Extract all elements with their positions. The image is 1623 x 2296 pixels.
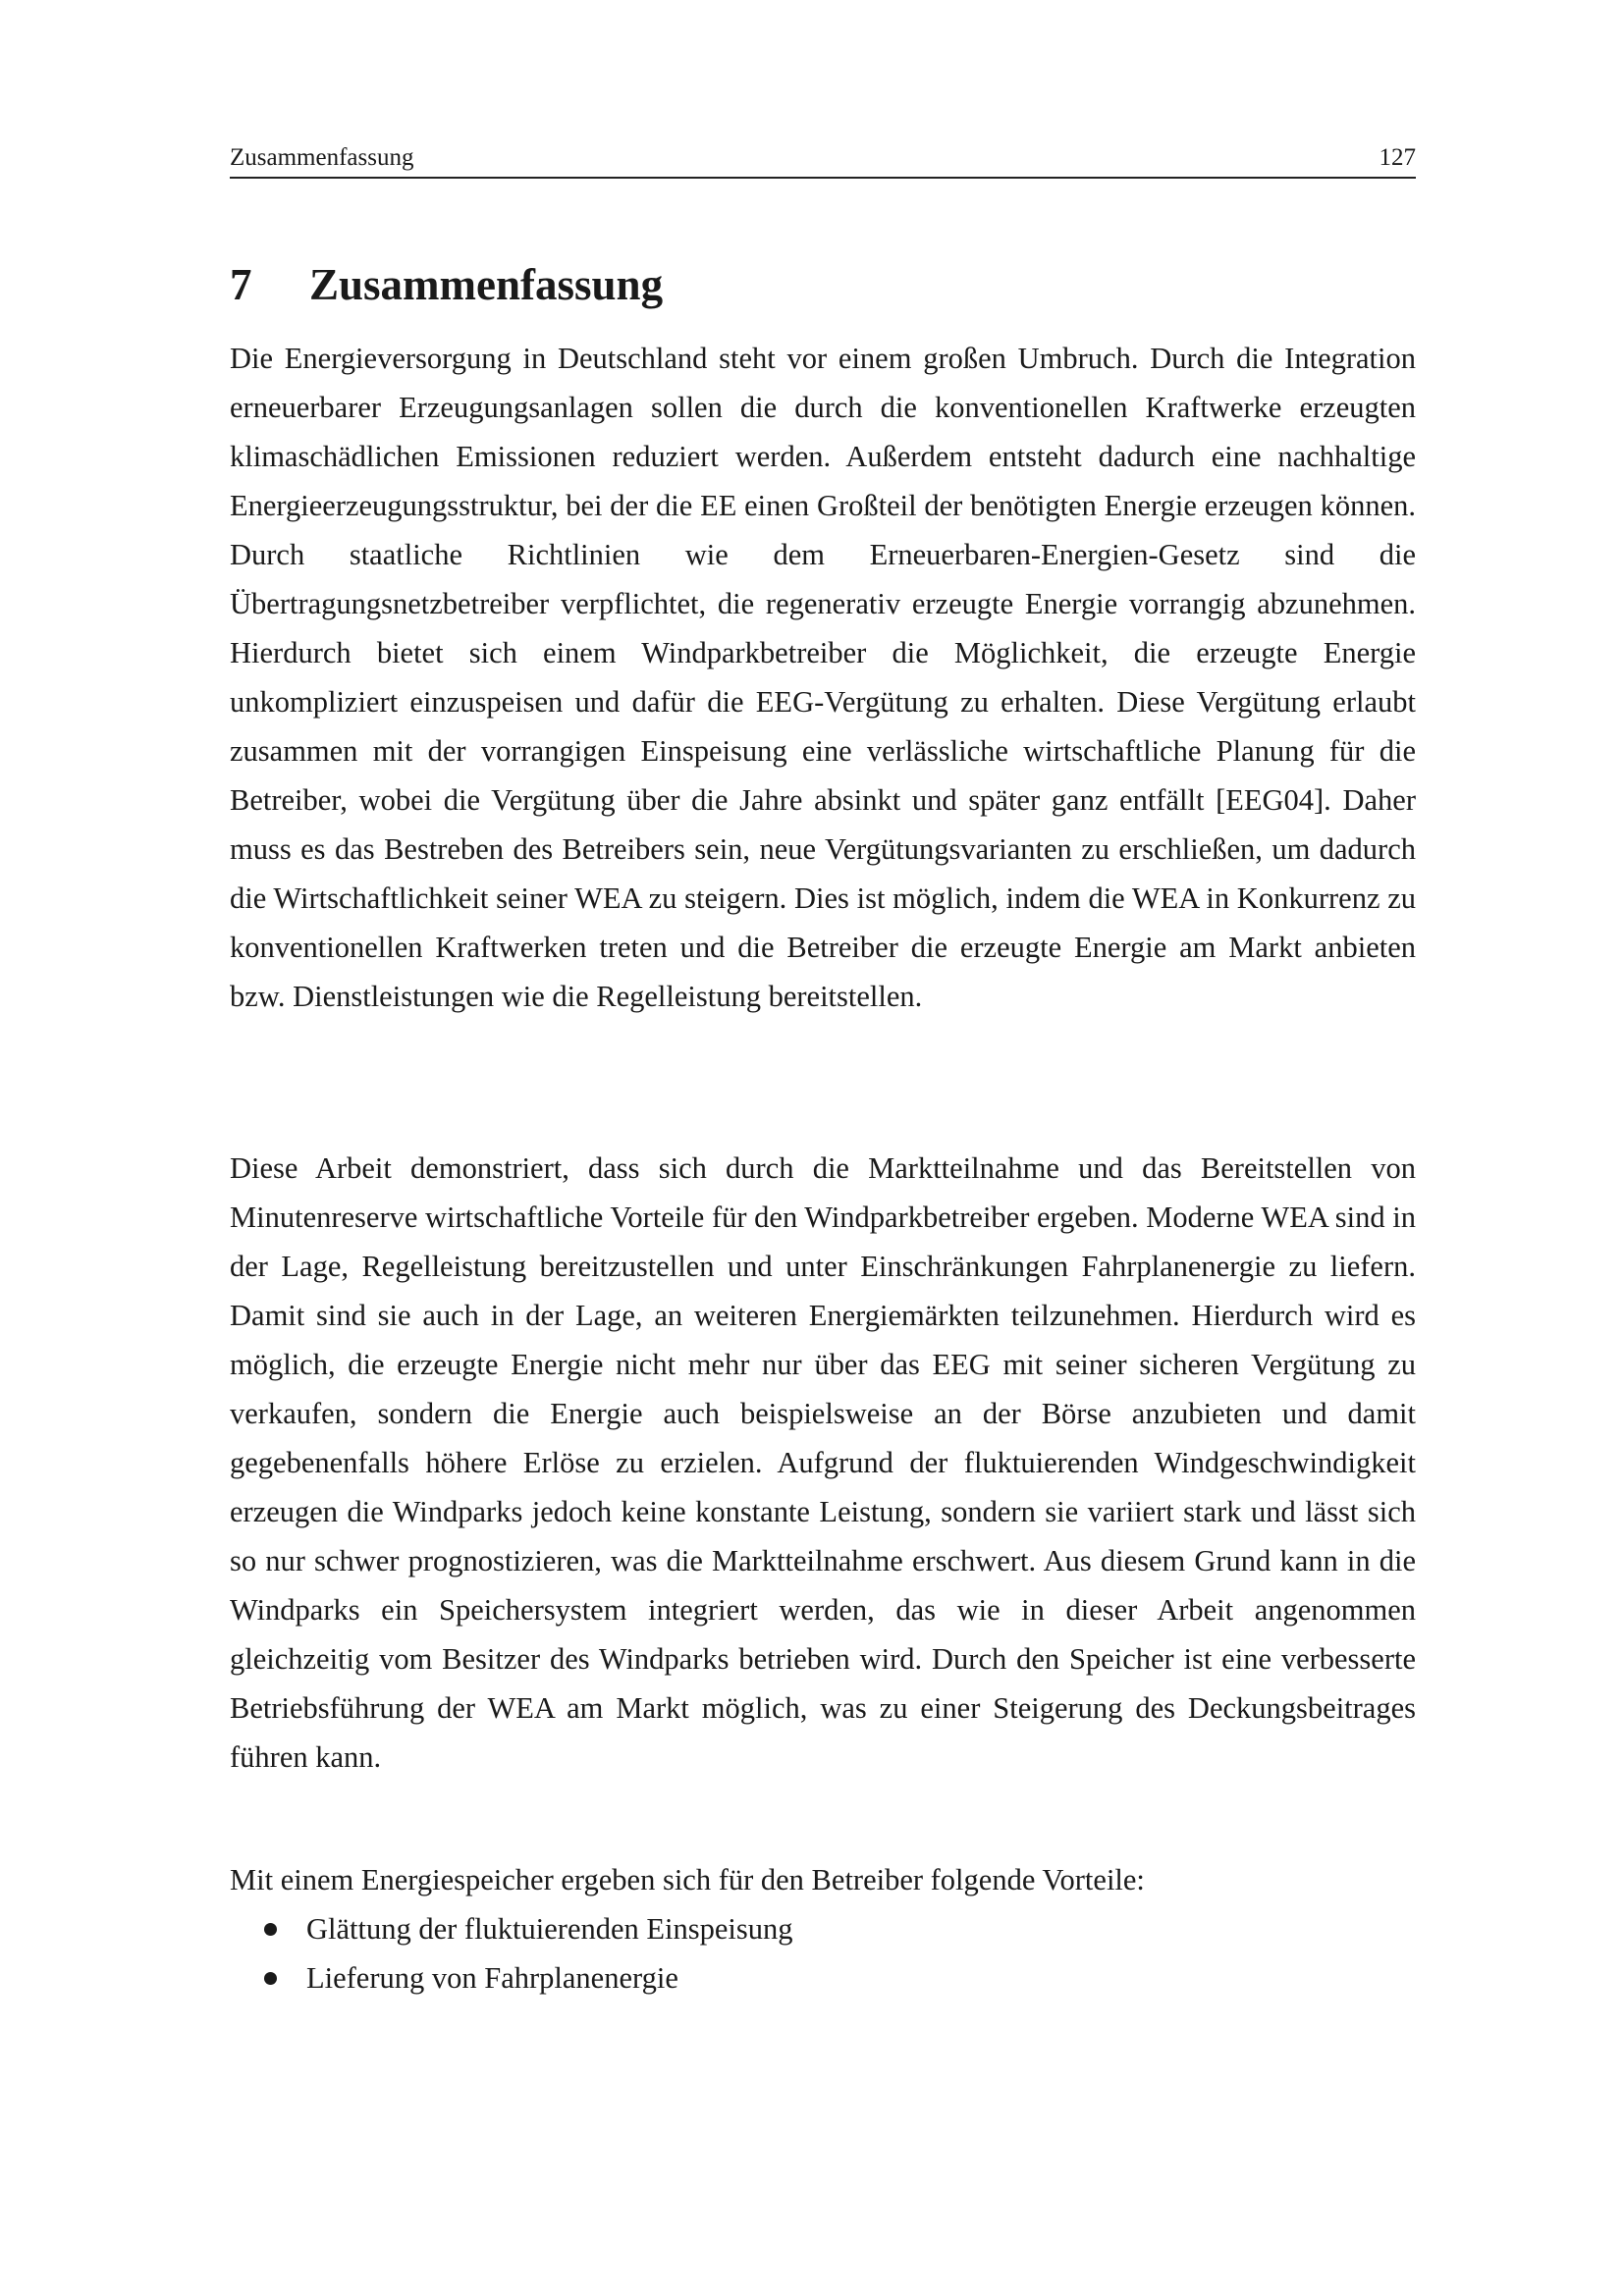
list-item-text: Lieferung von Fahrplanenergie <box>306 1961 678 1995</box>
advantages-list <box>230 1904 1416 2002</box>
list-item <box>230 1904 1416 1953</box>
chapter-heading <box>230 257 663 312</box>
paragraph-market-participation: Diese Arbeit demonstriert, dass sich durch die Marktteilnahme und das Bereitstellen von Minutenreserve wirtschaftliche Vorteile für den Windparkbetreiber ergeben. Moderne WEA sind in der Lage, Regelleistung bereitzustellen und unter Einschränkungen Fahrplanenergie zu liefern. Damit sind sie auch in der Lage, an weiteren Energiemärkten teilzunehmen. Hierdurch wird es möglich, die erzeugte Energie nicht mehr nur über das EEG mit seiner sicheren Vergütung zu verkaufen, sondern die Energie auch beispielsweise an der Börse anzubieten und damit gegebenenfalls höhere Erlöse zu erzielen. Aufgrund der fluktuierenden Windgeschwindigkeit erzeugen die Windparks jedoch keine konstante Leistung, sondern sie variiert stark und lässt sich so nur schwer prognostizieren, was die Marktteilnahme erschwert. Aus diesem Grund kann in die Windparks ein Speichersystem integriert werden, das wie in dieser Arbeit angenommen gleichzeitig vom Besitzer des Windparks betrieben wird. Durch den Speicher ist eine verbesserte Betriebsführung der WEA am Markt möglich, was zu einer Steigerung des Deckungsbeitrages führen kann. <box>230 1151 1416 1774</box>
paragraph-intro: Die Energieversorgung in Deutschland steht vor einem großen Umbruch. Durch die Integration erneuerbarer Erzeugungsanlagen sollen die durch die konventionellen Kraftwerke erzeugten klimaschädlichen Emissionen reduziert werden. Außerdem entsteht dadurch eine nachhaltige Energieerzeugungsstruktur, bei der die EE einen Großteil der benötigten Energie erzeugen können. Durch staatliche Richtlinien wie dem Erneuerbaren-Energien-Gesetz sind die Übertragungsnetzbetreiber verpflichtet, die regenerativ erzeugte Energie vorrangig abzunehmen. Hierdurch bietet sich einem Windparkbetreiber die Möglichkeit, die erzeugte Energie unkompliziert einzuspeisen und dafür die EEG-Vergütung zu erhalten. Diese Vergütung erlaubt zusammen mit der vorrangigen Einspeisung eine verlässliche wirtschaftliche Planung für die Betreiber, wobei die Vergütung über die Jahre absinkt und später ganz entfällt [EEG04]. Daher muss es das Bestreben des Betreibers sein, neue Vergütungsvarianten zu erschließen, um dadurch die Wirtschaftlichkeit seiner WEA zu steigern. Dies ist möglich, indem die WEA in Konkurrenz zu konventionellen Kraftwerken treten und die Betreiber die erzeugte Energie am Markt anbieten bzw. Dienstleistungen wie die Regelleistung bereitstellen. <box>230 342 1416 1013</box>
paragraph-storage-advantages: Mit einem Energiespeicher ergeben sich für den Betreiber folgende Vorteile: <box>230 1863 1145 1896</box>
running-header <box>230 137 1416 179</box>
header-section-title: Zusammenfassung <box>230 144 414 171</box>
bullet-icon <box>264 1923 277 1936</box>
list-item <box>230 1953 1416 2002</box>
list-item-text: Glättung der fluktuierenden Einspeisung <box>306 1912 793 1946</box>
chapter-title: Zusammenfassung <box>309 260 664 310</box>
chapter-number: 7 <box>230 260 252 310</box>
bullet-icon <box>264 1972 277 1985</box>
page-number: 127 <box>1379 144 1416 171</box>
